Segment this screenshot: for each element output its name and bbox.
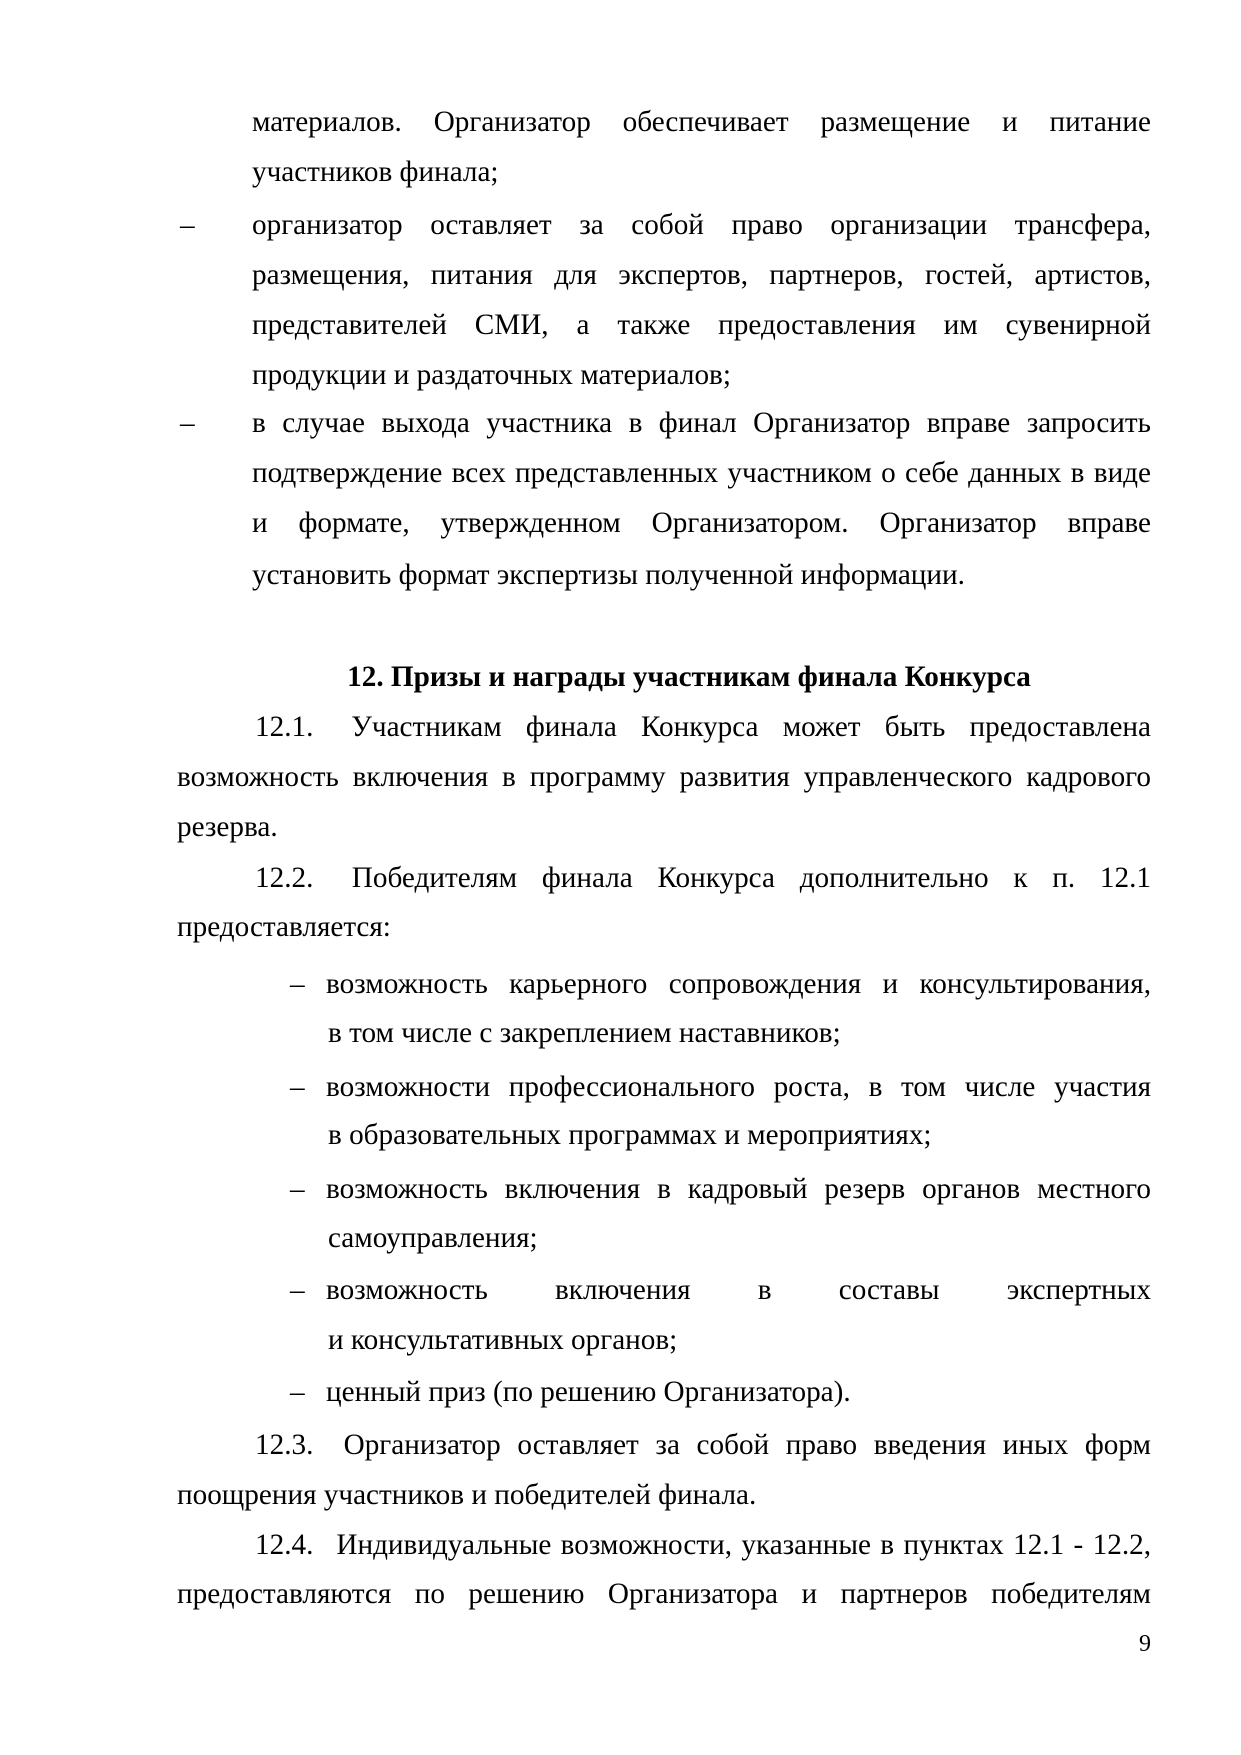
clause-first-line [255, 1420, 1151, 1470]
list-item-line: размещения, питания для экспертов, партнеров, гостей, артистов, [252, 259, 1151, 291]
page-number: 9 [1139, 1631, 1151, 1657]
clause-text: Организатор оставляет за собой право введения иных форм [343, 1429, 1151, 1461]
benefit-line: и консультативных органов; [328, 1324, 678, 1356]
clause-number: 12.2. [255, 862, 314, 894]
clause-text: Победителям финала Конкурса дополнительно к п. 12.1 [351, 862, 1151, 894]
list-dash-marker: – [290, 1071, 305, 1103]
list-dash-marker: – [290, 968, 305, 1000]
section-heading: 12. Призы и награды участникам финала Конкурса [347, 661, 1031, 693]
list-item-continuation-line: материалов. Организатор обеспечивает размещение и питание [252, 106, 1151, 138]
list-item-continuation-line: участников финала; [252, 156, 499, 188]
list-item-line: подтверждение всех представленных участником о себе данных в виде [252, 457, 1151, 489]
benefit-line: возможность включения в составы экспертных [326, 1274, 1151, 1306]
list-item-line: продукции и раздаточных материалов; [252, 359, 731, 391]
clause-text: Индивидуальные возможности, указанные в пунктах 12.1 - 12.2, [336, 1529, 1151, 1561]
list-dash-marker: – [290, 1274, 305, 1306]
benefit-line: возможности профессионального роста, в том числе участия [326, 1071, 1151, 1103]
benefit-line: в образовательных программах и мероприятиях; [328, 1119, 932, 1151]
benefit-line: ценный приз (по решению Организатора). [326, 1376, 851, 1408]
clause-line: возможность включения в программу развития управленческого кадрового [177, 761, 1151, 793]
clause-first-line [255, 1520, 1151, 1570]
benefit-line: возможность карьерного сопровождения и консультирования, [326, 968, 1151, 1000]
list-item-line: организатор оставляет за собой право организации трансфера, [252, 209, 1151, 241]
list-dash-marker: – [180, 209, 195, 241]
clause-number: 12.4. [255, 1529, 314, 1561]
benefit-line: в том числе с закреплением наставников; [328, 1017, 841, 1049]
list-dash-marker: – [290, 1173, 305, 1205]
clause-text: Участникам финала Конкурса может быть предоставлена [351, 711, 1151, 743]
clause-first-line [255, 702, 1151, 752]
list-dash-marker: – [180, 407, 195, 439]
clause-line: поощрения участников и победителей финала. [177, 1479, 757, 1511]
clause-line: предоставляется: [177, 911, 391, 943]
clause-number: 12.3. [255, 1429, 314, 1461]
clause-line: предоставляются по решению Организатора и партнеров победителям [177, 1578, 1151, 1610]
benefit-line: самоуправления; [328, 1222, 538, 1254]
list-item-line: и формате, утвержденном Организатором. Организатор вправе [252, 507, 1151, 539]
list-item-line: установить формат экспертизы полученной информации. [252, 559, 965, 591]
benefit-line: возможность включения в кадровый резерв органов местного [326, 1173, 1151, 1205]
clause-number: 12.1. [255, 711, 314, 743]
clause-first-line [255, 853, 1151, 903]
clause-line: резерва. [177, 811, 278, 843]
list-dash-marker: – [290, 1376, 305, 1408]
list-item-line: представителей СМИ, а также предоставления им сувенирной [252, 309, 1151, 341]
list-item-line: в случае выхода участника в финал Организатор вправе запросить [252, 407, 1151, 439]
